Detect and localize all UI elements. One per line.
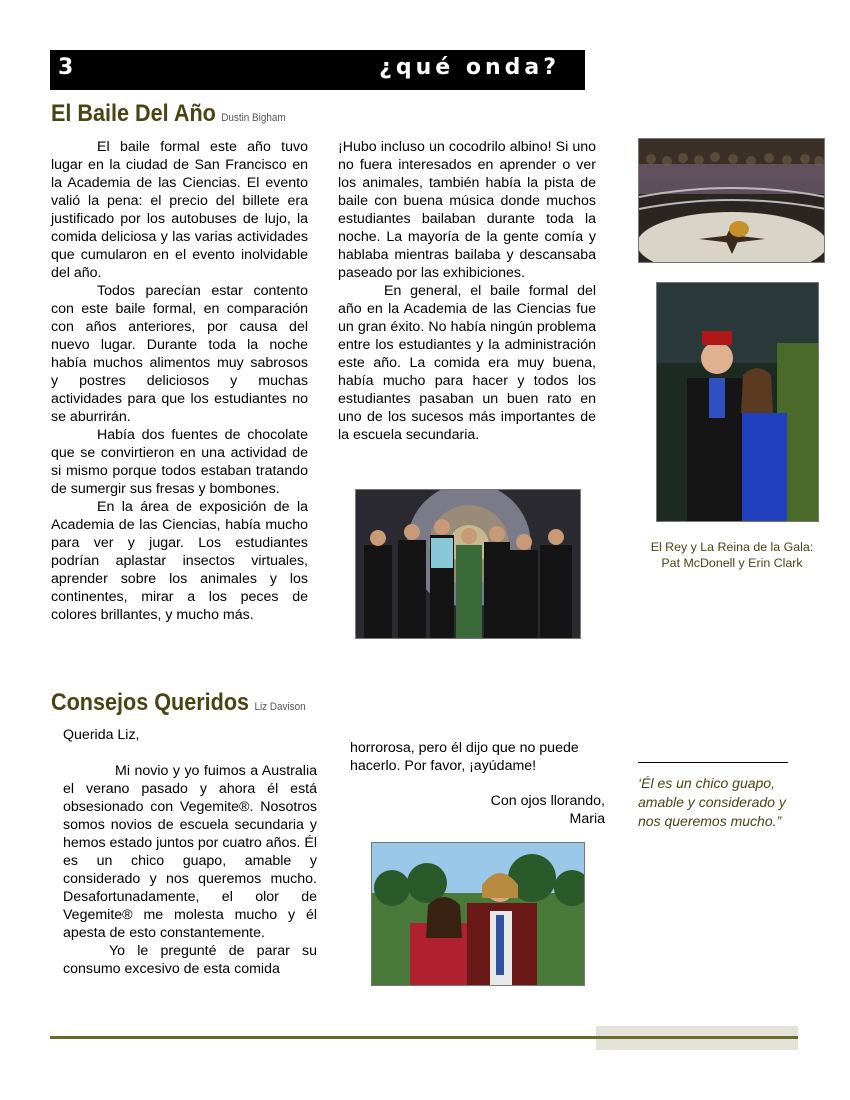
- article1-column1: [51, 138, 308, 624]
- letter-signoff: Con ojos llorando,: [490, 793, 605, 809]
- paragraph: En general, el baile formal del año en la Academia de las Ciencias fue un gran éxito. No había ningún problema entre los estudiantes y la administración este año. La comida era muy buena, había mucho para hacer y todos los estudiantes pasaban un buen rato en uno de los sucesos más importantes de la escuela secundaria.: [338, 283, 596, 443]
- advice-column1: [63, 726, 317, 978]
- advice-column2: [350, 739, 605, 828]
- caption-line: Pat McDonell y Erin Clark: [661, 556, 803, 570]
- letter-salutation: Querida Liz,: [63, 727, 140, 743]
- king-queen-photo: [656, 282, 819, 522]
- advice-author: Liz Davison: [254, 701, 306, 713]
- article-title-text: El Baile Del Año: [51, 100, 216, 127]
- article-author: Dustin Bigham: [221, 112, 286, 124]
- pull-quote: ‘Él es un chico guapo, amable y considerado y nos queremos mucho.”: [638, 775, 786, 829]
- paragraph: En la área de exposición de la Academia de las Ciencias, había mucho para ver y jugar. Los estudiantes podrían aplastar insectos virtuales, aprender sobre los animales y los continentes, mirar a los peces de colores brillantes, y mucho más.: [51, 499, 308, 623]
- letter-signature: Maria: [569, 811, 605, 827]
- newsletter-title: ¿qué onda?: [379, 55, 560, 80]
- photo-caption: [632, 539, 832, 571]
- advice-title-text: Consejos Queridos: [51, 689, 250, 716]
- advice-column-title: [51, 689, 306, 717]
- footer-rule: [50, 1036, 798, 1039]
- quote-divider: [638, 762, 788, 763]
- caption-line: El Rey y La Reina de la Gala:: [650, 540, 814, 554]
- article-title: [51, 100, 286, 128]
- page-number: 3: [58, 55, 74, 80]
- paragraph: Había dos fuentes de chocolate que se convirtieron en una actividad de si mismo porque todos estaban tratando de sumergir sus fresas y bombones.: [51, 427, 308, 497]
- paragraph: horrorosa, pero él dijo que no puede hacerlo. Por favor, ¡ayúdame!: [350, 740, 579, 774]
- group-photo: [355, 489, 581, 639]
- paragraph: Todos parecían estar contento con este baile formal, en comparación con años anteriores, por causa del nuevo lugar. Durante toda la noche había muchos alimentos muy sabrosos y postres deliciosos y muchas actividades para que los estudiantes no se aburrirán.: [51, 283, 308, 425]
- article1-column2: [338, 138, 596, 444]
- paragraph: El baile formal este año tuvo lugar en la ciudad de San Francisco en la Academia de las Ciencias. El evento valió la pena: el precio del billete era justificado por los autobuses de lujo, la comida deliciosa y las varias actividades que cumularon en el evento inolvidable del año.: [51, 139, 308, 281]
- paragraph: ¡Hubo incluso un cocodrilo albino! Si uno no fuera interesados en aprender o ver los animales, también había la pista de baile con buena música donde muchos estudiantes bailaban durante toda la noche. La mayoría de la gente comía y hablaba mientras bailaba y descansaba paseado por las exhibiciones.: [338, 139, 596, 281]
- balcony-group-photo: [638, 138, 825, 263]
- paragraph: Yo le pregunté de parar su consumo excesivo de esta comida: [63, 943, 317, 977]
- paragraph: Mi novio y yo fuimos a Australia el verano pasado y ahora él está obsesionado con Vegemite®. Nosotros somos novios de escuela secundaria y hemos estado juntos por cuatro años. Él es un chico guapo, amable y considerado y nos queremos mucho. Desafortunadamente, el olor de Vegemite® me molesta mucho y él apesta de esto constantemente.: [63, 763, 317, 941]
- graduation-photo: [371, 842, 585, 986]
